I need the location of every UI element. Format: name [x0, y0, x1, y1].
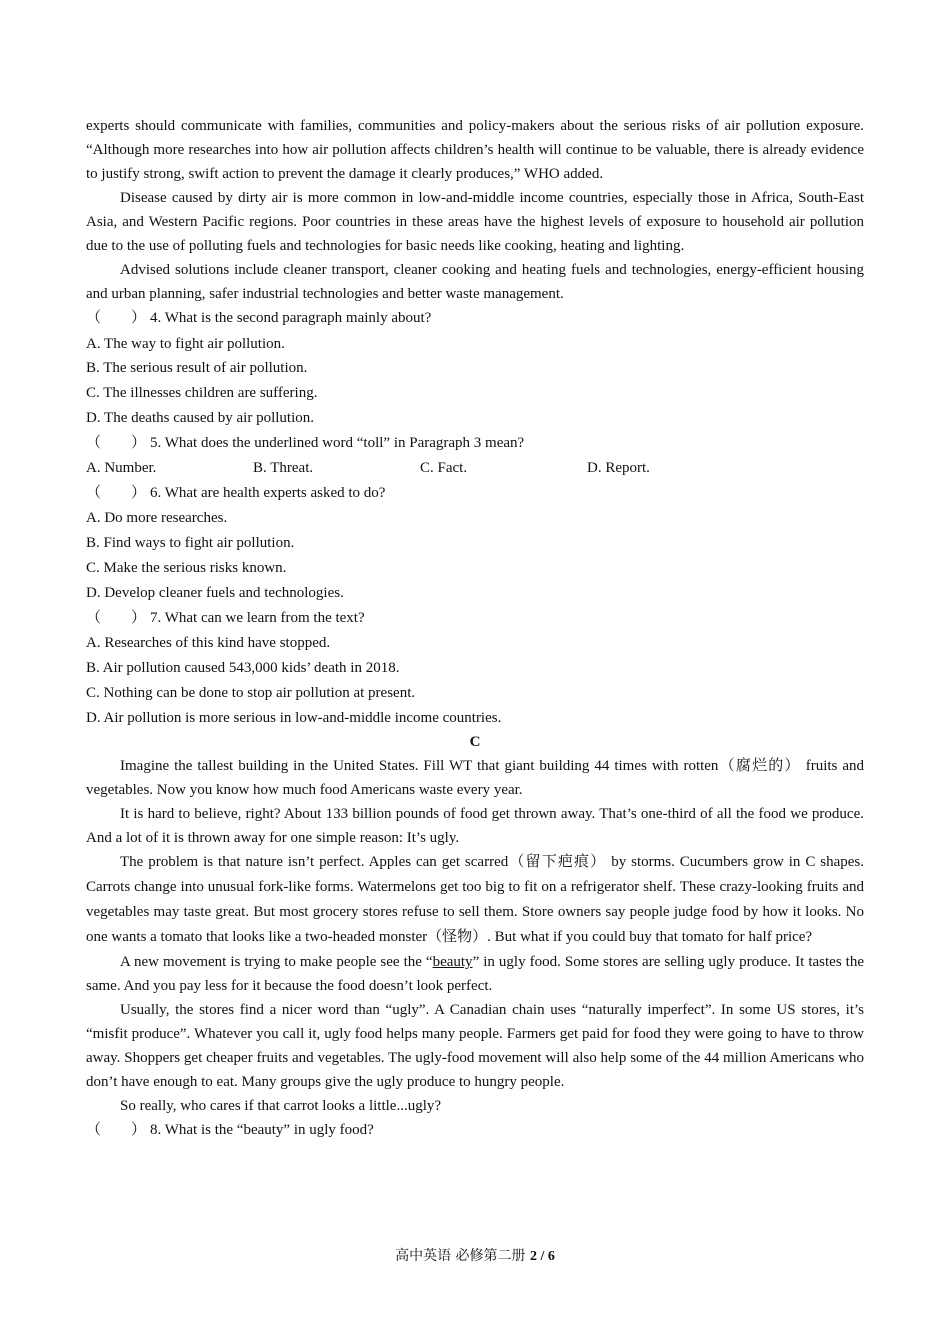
option: C. Nothing can be done to stop air pollution at present.: [86, 684, 416, 701]
option: D. Report.: [587, 460, 650, 477]
option: A. Researches of this kind have stopped.: [86, 635, 331, 652]
option: C. The illnesses children are suffering.: [86, 385, 318, 402]
option: C. Make the serious risks known.: [86, 560, 287, 577]
question-4: [86, 306, 864, 332]
option: C. Fact.: [420, 460, 468, 477]
option: B. Find ways to fight air pollution.: [86, 535, 295, 552]
passage-paragraph: Advised solutions include cleaner transport, cleaner cooking and heating fuels and technologies, energy-efficient housing and urban planning, safer industrial technologies and better waste management.: [86, 262, 864, 302]
question-text: 7. What can we learn from the text?: [150, 609, 365, 626]
option: A. The way to fight air pollution.: [86, 335, 285, 352]
answer-blank[interactable]: （ ）: [86, 434, 147, 451]
answer-blank[interactable]: （ ）: [86, 609, 147, 626]
question-text: 6. What are health experts asked to do?: [150, 484, 386, 501]
question-text: 4. What is the second paragraph mainly about?: [150, 310, 432, 326]
question-text: 8. What is the “beauty” in ugly food?: [150, 1122, 374, 1139]
option: B. The serious result of air pollution.: [86, 360, 308, 377]
option: B. Threat.: [253, 460, 314, 477]
underlined-word: beauty: [432, 954, 473, 971]
passage-paragraph: Imagine the tallest building in the United States. Fill WT that giant building 44 times with rotten（腐烂的） fruits and vegetables. Now you know how much food Americans waste every year.: [86, 758, 864, 799]
passage-paragraph: A new movement is trying to make people see the “beauty” in ugly food. Some stores are selling ugly produce. It tastes the same. And you pay less for it because the food doesn’t look perfect.: [86, 954, 864, 995]
passage-paragraph: Usually, the stores find a nicer word than “ugly”. A Canadian chain uses “naturally imperfect”. In some US stores, it’s “misfit produce”. Whatever you call it, ugly food helps many people. Farmers get paid for food they were going to have to throw away. Shoppers get cheaper fruits and vegetables. The ugly-food movement will also help some of the 44 million Americans who don’t have enough to eat. Many groups give the ugly produce to hungry people.: [86, 1002, 864, 1091]
question-6: [86, 481, 864, 507]
footer-title: 高中英语 必修第二册: [395, 1248, 526, 1264]
document-page: [86, 114, 864, 1144]
question-8: [86, 1118, 864, 1144]
section-heading: C: [469, 734, 481, 751]
option: B. Air pollution caused 543,000 kids’ death in 2018.: [86, 659, 400, 676]
option: D. Air pollution is more serious in low-and-middle income countries.: [86, 709, 502, 726]
page-footer: [0, 1245, 950, 1265]
question-7: [86, 606, 864, 632]
passage-paragraph: It is hard to believe, right? About 133 billion pounds of food get thrown away. That’s one-third of all the food we produce. And a lot of it is thrown away for one simple reason: It’s ugly.: [86, 806, 864, 847]
option: A. Do more researches.: [86, 510, 228, 527]
passage-paragraph: The problem is that nature isn’t perfect. Apples can get scarred（留下疤痕） by storms. Cucumbers grow in C shapes. Carrots change into unusual fork-like forms. Watermelons get too big to fit on a refrigerator shelf. These crazy-looking fruits and vegetables may taste great. But most grocery stores refuse to sell them. Store owners say people judge food by how it looks. No one wants a tomato that looks like a two-headed monster（怪物）. But what if you could buy that tomato for half price?: [86, 854, 864, 946]
option: D. The deaths caused by air pollution.: [86, 409, 315, 426]
question-5: [86, 431, 864, 457]
answer-blank[interactable]: （ ）: [86, 1122, 147, 1139]
passage-paragraph: So really, who cares if that carrot looks a little...ugly?: [120, 1098, 442, 1115]
answer-blank[interactable]: （ ）: [86, 310, 147, 326]
page-number: 2 / 6: [530, 1249, 555, 1264]
passage-paragraph: Disease caused by dirty air is more common in low-and-middle income countries, especially those in Africa, South-East Asia, and Western Pacific regions. Poor countries in these areas have the highest levels of exposure to household air pollution due to the use of polluting fuels and technologies for basic needs like cooking, heating and lighting.: [86, 190, 864, 254]
option: D. Develop cleaner fuels and technologies.: [86, 584, 344, 601]
option: A. Number.: [86, 460, 157, 477]
option-row: [86, 456, 864, 481]
question-text: 5. What does the underlined word “toll” in Paragraph 3 mean?: [150, 434, 525, 451]
answer-blank[interactable]: （ ）: [86, 484, 147, 501]
passage-paragraph: experts should communicate with families, communities and policy-makers about the serious risks of air pollution exposure. “Although more researches into how air pollution affects children’s health will continue to be valuable, there is already evidence to justify strong, swift action to prevent the damage it clearly produces,” WHO added.: [86, 118, 864, 182]
